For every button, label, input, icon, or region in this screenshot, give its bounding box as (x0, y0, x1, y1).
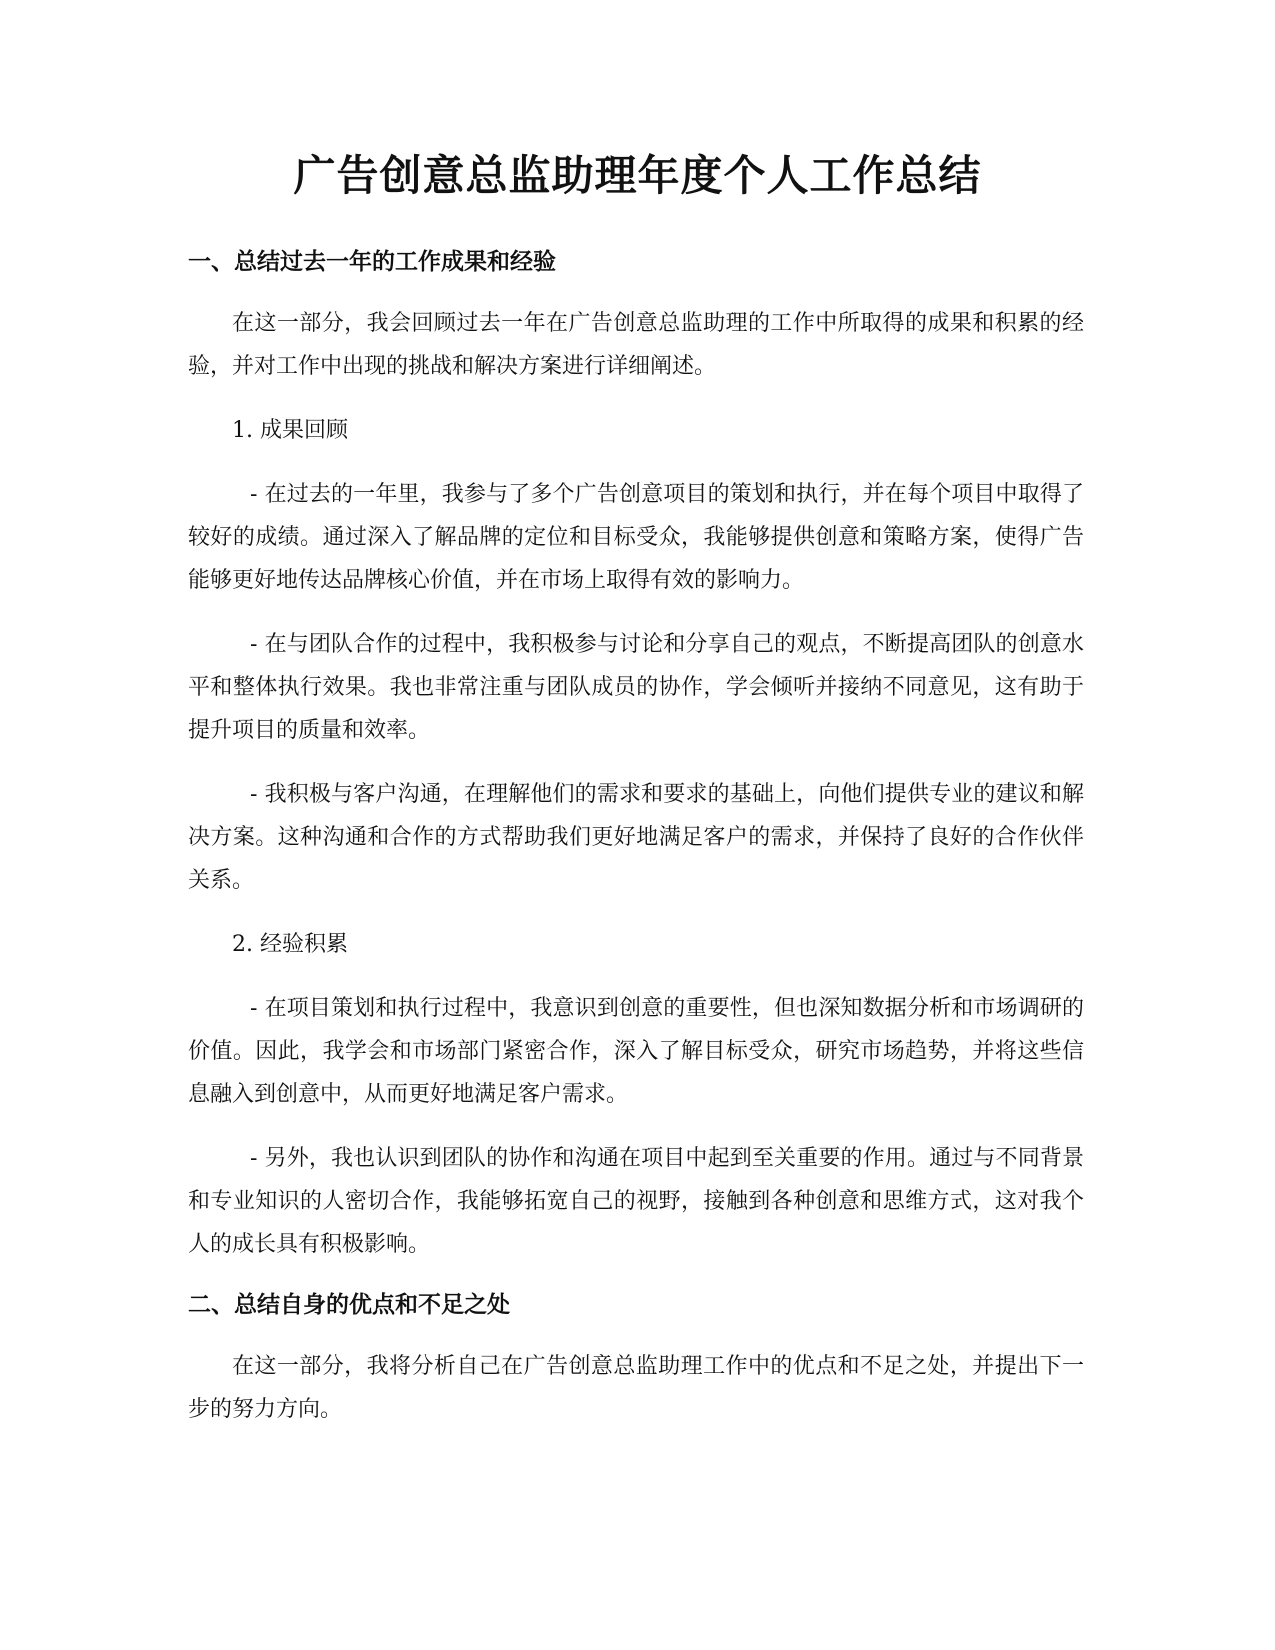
section-1-intro: 在这一部分，我会回顾过去一年在广告创意总监助理的工作中所取得的成果和积累的经验，并对工作中出现的挑战和解决方案进行详细阐述。 (188, 311, 1084, 379)
results-bullet-1: - 在过去的一年里，我参与了多个广告创意项目的策划和执行，并在每个项目中取得了较好的成绩。通过深入了解品牌的定位和目标受众，我能够提供创意和策略方案，使得广告能够更好地传达品牌核心价值，并在市场上取得有效的影响力。 (188, 482, 1084, 593)
document-body (188, 244, 1084, 1452)
section-heading-1: 一、总结过去一年的工作成果和经验 (188, 249, 556, 275)
section-2-intro: 在这一部分，我将分析自己在广告创意总监助理工作中的优点和不足之处，并提出下一步的努力方向。 (188, 1354, 1084, 1422)
results-bullet-3: - 我积极与客户沟通，在理解他们的需求和要求的基础上，向他们提供专业的建议和解决方案。这种沟通和合作的方式帮助我们更好地满足客户的需求，并保持了良好的合作伙伴关系。 (188, 782, 1084, 893)
experience-bullet-2: - 另外，我也认识到团队的协作和沟通在项目中起到至关重要的作用。通过与不同背景和专业知识的人密切合作，我能够拓宽自己的视野，接触到各种创意和思维方式，这对我个人的成长具有积极影响。 (188, 1146, 1084, 1257)
results-bullet-2: - 在与团队合作的过程中，我积极参与讨论和分享自己的观点，不断提高团队的创意水平和整体执行效果。我也非常注重与团队成员的协作，学会倾听并接纳不同意见，这有助于提升项目的质量和效率。 (188, 632, 1084, 743)
section-heading-2: 二、总结自身的优点和不足之处 (188, 1292, 510, 1318)
experience-bullet-1: - 在项目策划和执行过程中，我意识到创意的重要性，但也深知数据分析和市场调研的价值。因此，我学会和市场部门紧密合作，深入了解目标受众，研究市场趋势，并将这些信息融入到创意中，从而更好地满足客户需求。 (188, 996, 1084, 1107)
document-title: 广告创意总监助理年度个人工作总结 (293, 151, 982, 200)
subsection-label-experience: 2. 经验积累 (232, 932, 348, 957)
subsection-label-results: 1. 成果回顾 (232, 418, 348, 443)
